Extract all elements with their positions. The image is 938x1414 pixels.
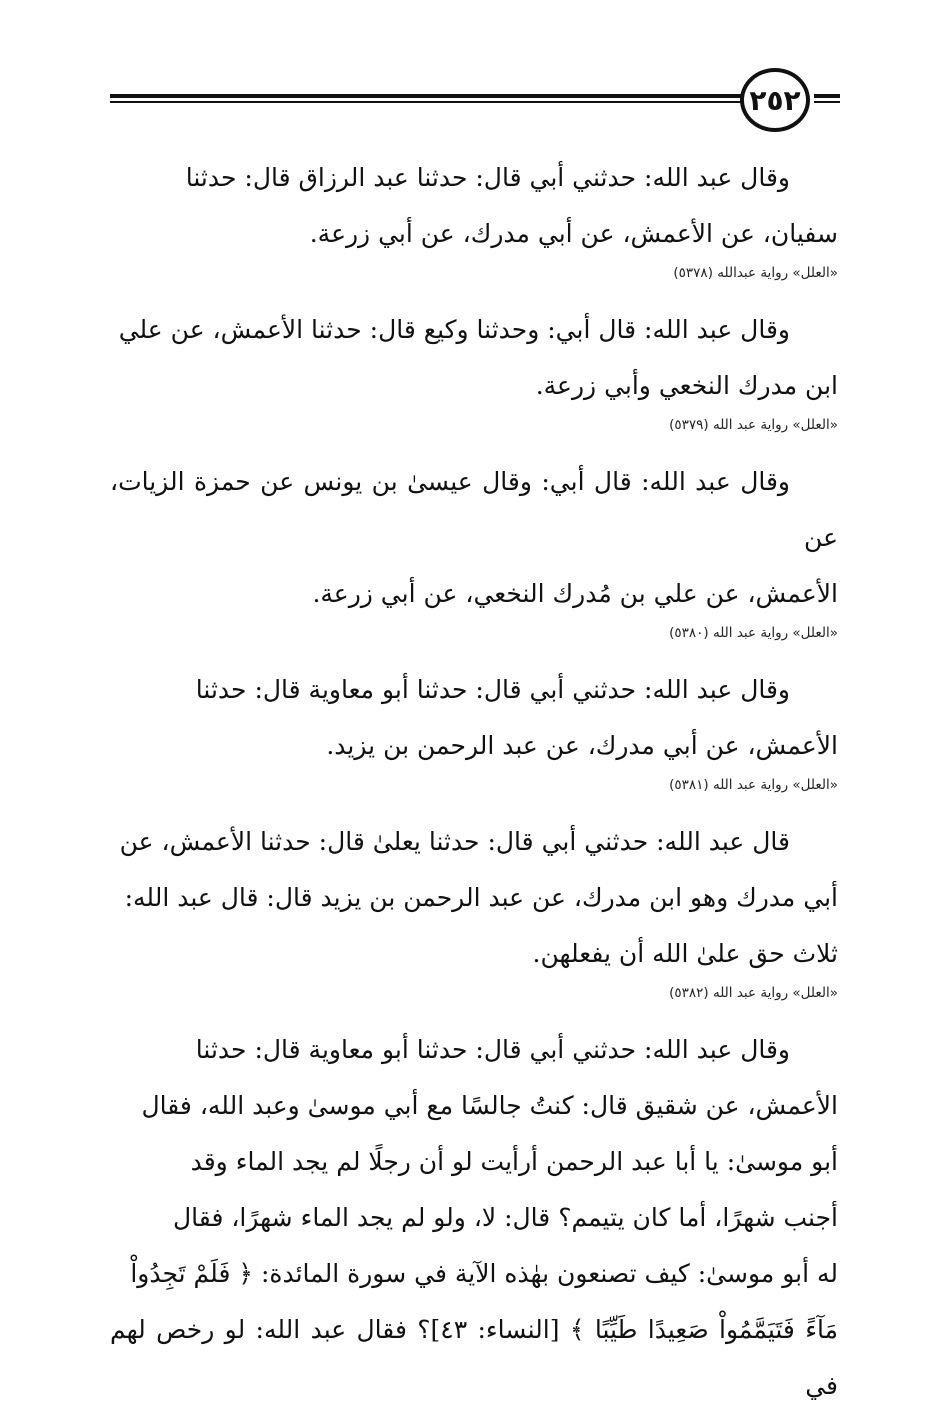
header-rule-left — [110, 94, 742, 104]
entry-1-source: «العلل» رواية عبدالله (٥٣٧٨) — [673, 265, 838, 281]
entry-2 — [110, 302, 838, 436]
entry-6-line-3: أبو موسىٰ: يا أبا عبد الرحمن أرأيت لو أن رجلًا لم يجد الماء وقد — [190, 1147, 838, 1176]
entry-4-source: «العلل» رواية عبد الله (٥٣٨١) — [669, 777, 838, 793]
entry-6-line-5: له أبو موسىٰ: كيف تصنعون بهٰذه الآية في سورة المائدة: ﴿ فَلَمْ تَجِدُواْ — [130, 1259, 838, 1288]
entry-6-line-1: وقال عبد الله: حدثني أبي قال: حدثنا أبو معاوية قال: حدثنا — [195, 1035, 790, 1064]
entry-1-line-2: سفيان، عن الأعمش، عن أبي مدرك، عن أبي زرعة. — [309, 219, 838, 248]
entry-3-source: «العلل» رواية عبد الله (٥٣٨٠) — [669, 625, 838, 641]
entry-6-line-6: مَآءً فَتَيَمَّمُواْ صَعِيدًا طَيِّبًا ﴾ [النساء: ٤٣]؟ فقال عبد الله: لو رخص لهم في — [110, 1315, 838, 1400]
page-header — [110, 62, 840, 142]
entry-2-source: «العلل» رواية عبد الله (٥٣٧٩) — [669, 417, 838, 433]
entry-1-line-1: وقال عبد الله: حدثني أبي قال: حدثنا عبد الرزاق قال: حدثنا — [185, 163, 790, 192]
entry-5-source: «العلل» رواية عبد الله (٥٣٨٢) — [669, 985, 838, 1001]
page-number: ٢٥٢ — [749, 83, 801, 117]
entry-4-line-2: الأعمش، عن أبي مدرك، عن عبد الرحمن بن يزيد. — [326, 731, 838, 760]
entry-5-line-2: أبي مدرك وهو ابن مدرك، عن عبد الرحمن بن يزيد قال: قال عبد الله: — [124, 883, 838, 912]
header-rule-right — [814, 94, 840, 104]
entry-3-line-1: وقال عبد الله: قال أبي: وقال عيسىٰ بن يونس عن حمزة الزيات، عن — [110, 467, 838, 552]
entry-6-line-4: أجنب شهرًا، أما كان يتيمم؟ قال: لا، ولو لم يجد الماء شهرًا، فقال — [173, 1203, 838, 1232]
entry-2-line-1: وقال عبد الله: قال أبي: وحدثنا وكيع قال: حدثنا الأعمش، عن علي — [118, 315, 790, 344]
page-content — [110, 150, 838, 1414]
entry-6 — [110, 1022, 838, 1414]
entry-5-line-3: ثلاث حق علىٰ الله أن يفعلهن. — [532, 939, 838, 968]
entry-4-line-1: وقال عبد الله: حدثني أبي قال: حدثنا أبو معاوية قال: حدثنا — [195, 675, 790, 704]
entry-3-line-2: الأعمش، عن علي بن مُدرك النخعي، عن أبي زرعة. — [312, 579, 838, 608]
entry-5 — [110, 814, 838, 1004]
page-number-badge — [740, 68, 810, 132]
entry-4 — [110, 662, 838, 796]
entry-6-line-2: الأعمش، عن شقيق قال: كنتُ جالسًا مع أبي موسىٰ وعبد الله، فقال — [141, 1091, 838, 1120]
entry-2-line-2: ابن مدرك النخعي وأبي زرعة. — [535, 371, 838, 400]
entry-5-line-1: قال عبد الله: حدثني أبي قال: حدثنا يعلىٰ قال: حدثنا الأعمش، عن — [119, 827, 790, 856]
entry-1 — [110, 150, 838, 284]
entry-3 — [110, 454, 838, 644]
